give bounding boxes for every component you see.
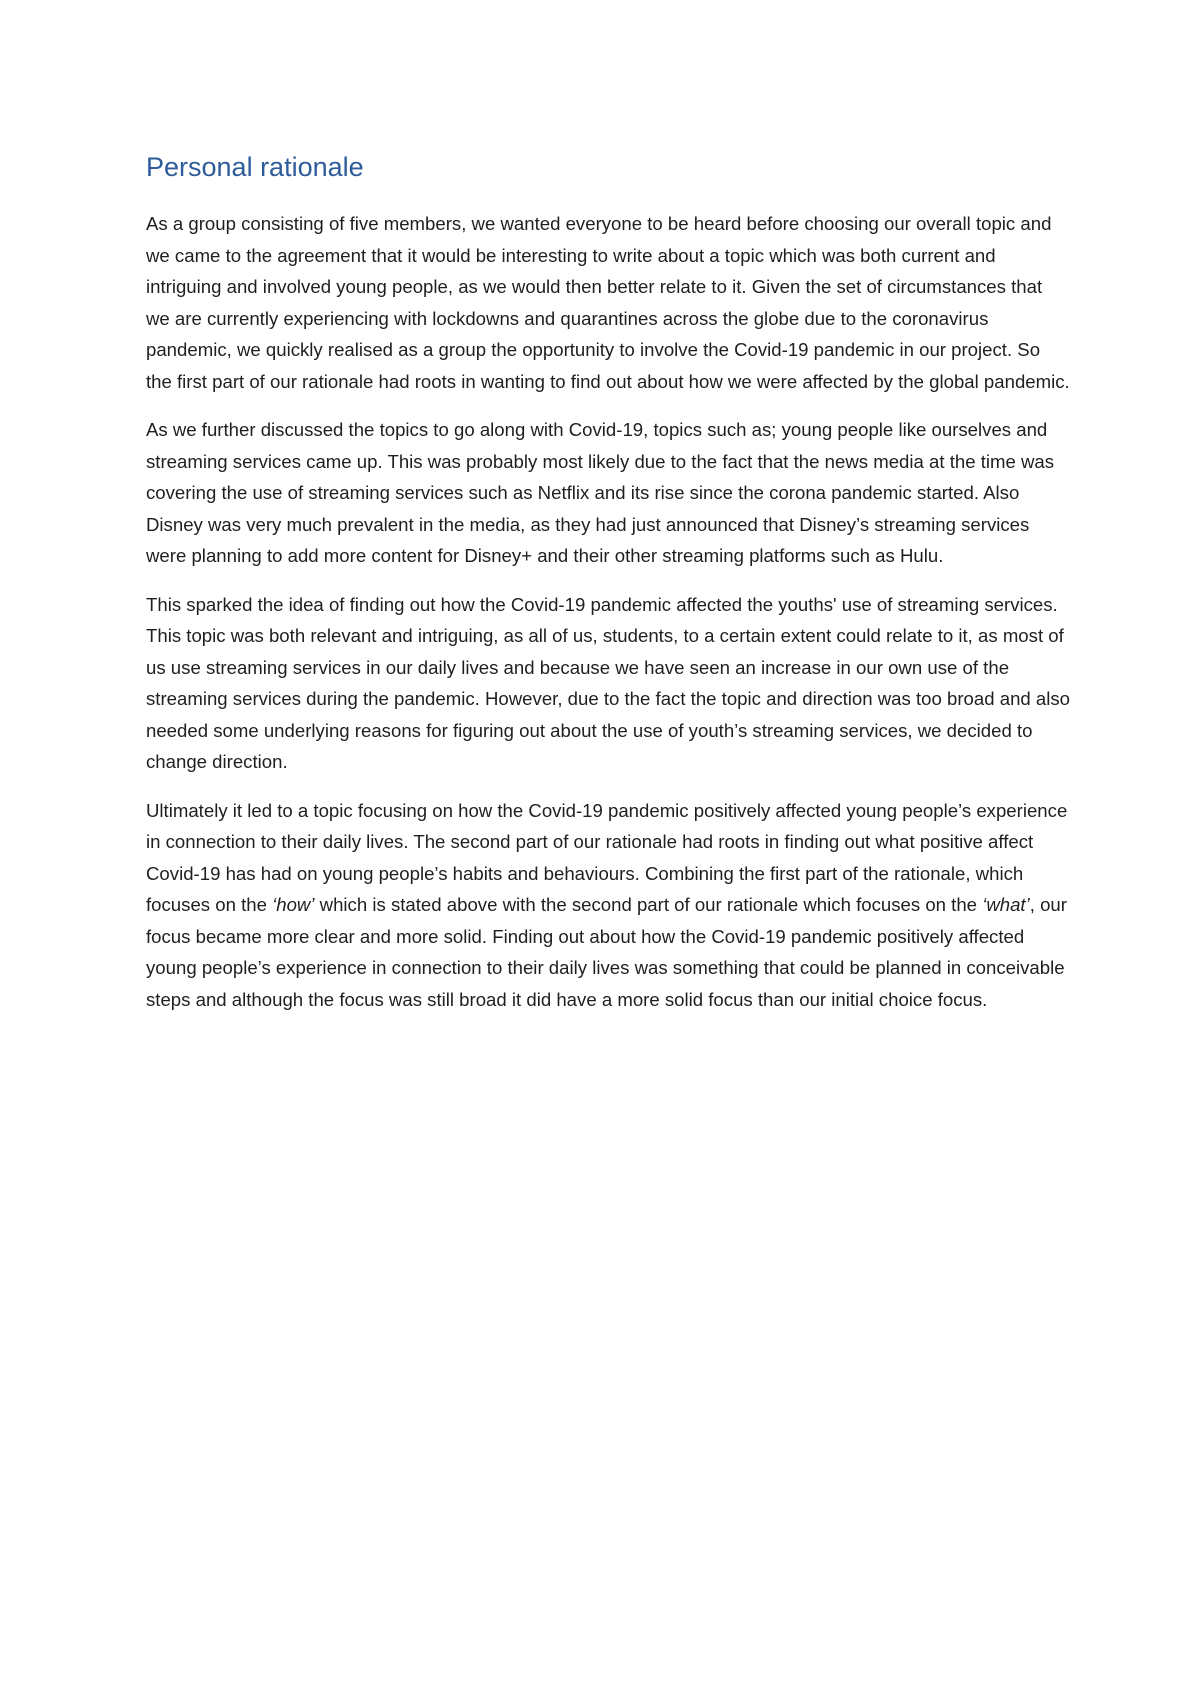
paragraph-4-text-2: which is stated above with the second part of our rationale which focuses on the — [314, 894, 983, 915]
paragraph-4-emphasis-how: ‘how’ — [272, 894, 315, 915]
paragraph-2: As we further discussed the topics to go along with Covid-19, topics such as; young people like ourselves and streaming services came up. This was probably most likely due to the fact that the news media at the time was covering the use of streaming services such as Netflix and its rise since the corona pandemic started. Also Disney was very much prevalent in the media, as they had just announced that Disney’s streaming services were planning to add more content for Disney+ and their other streaming platforms such as Hulu. — [146, 419, 1055, 566]
paragraph-1: As a group consisting of five members, we wanted everyone to be heard before choosing our overall topic and we came to the agreement that it would be interesting to write about a topic which was both current and intriguing and involved young people, as we would then better relate to it. Given the set of circumstances that we are currently experiencing with lockdowns and quarantines across the globe due to the coronavirus pandemic, we quickly realised as a group the opportunity to involve the Covid-19 pandemic in our project. So the first part of our rationale had roots in wanting to find out about how we were affected by the global pandemic. — [146, 213, 1070, 392]
paragraph-3: This sparked the idea of finding out how the Covid-19 pandemic affected the youths' use of streaming services. This topic was both relevant and intriguing, as all of us, students, to a certain extent could relate to it, as most of us use streaming services in our daily lives and because we have seen an increase in our own use of the streaming services during the pandemic. However, due to the fact the topic and direction was too broad and also needed some underlying reasons for figuring out about the use of youth’s streaming services, we decided to change direction. — [146, 593, 1071, 772]
paragraph-4-text-1: Ultimately it led to a topic focusing on how the Covid-19 pandemic positively affected young people’s experience in connection to their daily lives. The second part of our rationale had roots in finding out what positive affect Covid-19 has had on young people’s habits and behaviours. Combining the first part of the rationale, which focuses on the — [146, 799, 1068, 915]
paragraph-4-emphasis-what: ‘what’ — [982, 894, 1030, 915]
page-title: Personal rationale — [146, 152, 364, 182]
paragraph-4-text-3: , our focus became more clear and more solid. Finding out about how the Covid-19 pandemic positively affected young people’s experience in connection to their daily lives was something that could be planned in conceivable steps and although the focus was still broad it did have a more solid focus than our initial choice focus. — [146, 894, 1067, 1010]
paragraph-4 — [146, 795, 1071, 1016]
document-content — [146, 150, 1071, 1032]
